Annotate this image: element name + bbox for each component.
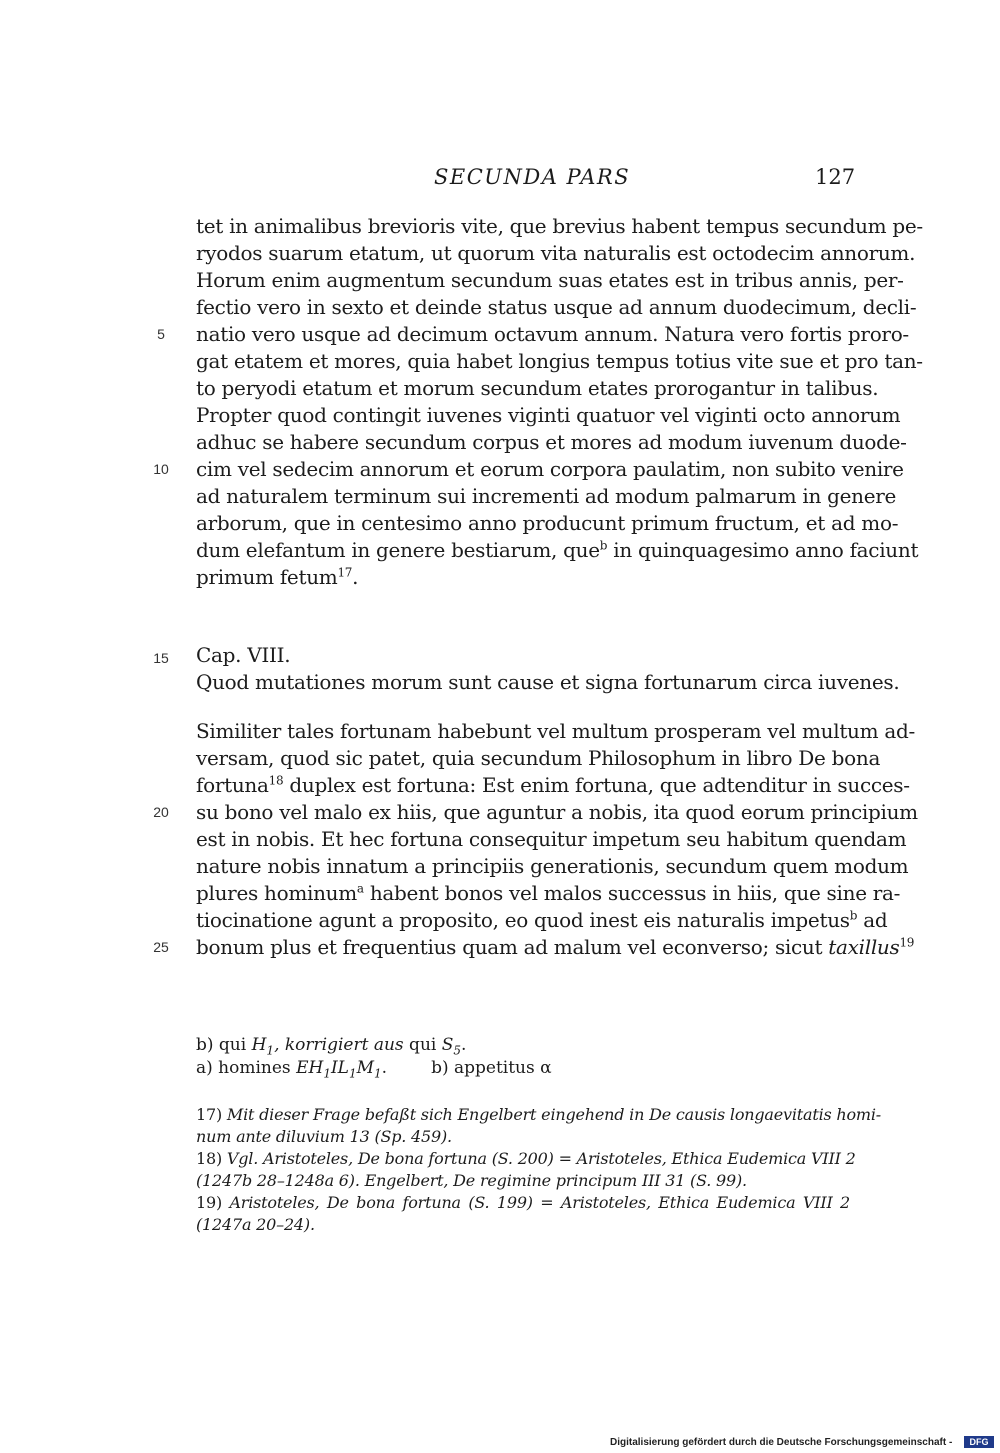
siglum: S [441, 1035, 454, 1055]
text-line [196, 772, 910, 799]
footnote-line [196, 1148, 856, 1170]
footnote-text: Mit dieser Frage befaßt sich Engelbert eingehend in De causis longaevitatis homi- [226, 1105, 882, 1124]
text-line: versam, quod sic patet, quia secundum Philosophum in libro De bona [196, 746, 881, 770]
paragraph-2 [196, 718, 918, 961]
text-line: Propter quod contingit iuvenes viginti quatuor vel viginti octo annorum [196, 403, 901, 427]
footnote-marker: 19 [899, 935, 915, 950]
apparatus-entry [196, 1057, 850, 1080]
apparatus-text: . [461, 1035, 467, 1055]
text-line: fectio vero in sexto et deinde status usque ad annum duodecimum, decli- [196, 295, 917, 319]
apparatus-marker: b [849, 908, 858, 923]
text-line [196, 537, 919, 564]
text-line: tet in animalibus brevioris vite, que brevius habent tempus secundum pe- [196, 214, 923, 238]
line-number: 10 [153, 461, 169, 477]
text-span: ad [857, 908, 888, 932]
text-line: est in nobis. Et hec fortuna consequitur impetum seu habitum quendam [196, 827, 907, 851]
text-span: bonum plus et frequentius quam ad malum vel econverso; sicut [196, 935, 829, 959]
footnotes [196, 1104, 882, 1236]
apparatus-entry [196, 1034, 850, 1057]
text-line: ryodos suarum etatum, ut quorum vita naturalis est octodecim annorum. [196, 241, 916, 265]
footnote-number: 17) [196, 1105, 227, 1124]
chapter-number: Cap. VIII. [196, 643, 291, 667]
footnote-marker: 17 [337, 565, 353, 580]
text-line [196, 880, 901, 907]
siglum: M [356, 1058, 375, 1078]
line-number: 20 [153, 804, 169, 820]
digitization-credit: Digitalisierung gefördert durch die Deutsche Forschungsgemeinschaft - [610, 1437, 953, 1448]
siglum-index: 1 [323, 1066, 331, 1081]
text-span: dum elefantum in genere bestiarum, que [196, 538, 600, 562]
text-line: su bono vel malo ex hiis, que aguntur a nobis, ita quod eorum principium [196, 800, 918, 824]
footnote-number: 18) [196, 1149, 227, 1168]
text-line: Horum enim augmentum secundum suas etates est in tribus annis, per- [196, 268, 904, 292]
page-number: 127 [815, 165, 856, 189]
text-span: habent bonos vel malos successus in hiis, que sine ra- [363, 881, 901, 905]
chapter-title: Quod mutationes morum sunt cause et signa fortunarum circa iuvenes. [196, 670, 900, 694]
critical-apparatus [196, 1034, 850, 1080]
dfg-logo: DFG [964, 1436, 994, 1448]
line-number: 15 [153, 650, 169, 666]
footnote-number: 19) [196, 1193, 230, 1212]
running-header: SECUNDA PARS [434, 165, 631, 189]
paragraph-1 [196, 213, 923, 591]
text-line: to peryodi etatum et morum secundum etates prorogantur in talibus. [196, 376, 879, 400]
text-line: gat etatem et mores, quia habet longius tempus totius vite sue et pro tan- [196, 349, 923, 373]
text-span: primum fetum [196, 565, 338, 589]
apparatus-text: qui [403, 1035, 442, 1055]
text-line: nature nobis innatum a principiis generationis, secundum quem modum [196, 854, 909, 878]
footnote-marker: 18 [268, 773, 284, 788]
italic-word: taxillus [828, 935, 900, 959]
footnote-line: num ante diluvium 13 (Sp. 459). [196, 1127, 452, 1146]
siglum-index: 1 [374, 1066, 382, 1081]
footnote-line: (1247b 28–1248a 6). Engelbert, De regimine principum III 31 (S. 99). [196, 1171, 747, 1190]
apparatus-text: b) qui [196, 1035, 252, 1055]
text-span: in quinquagesimo anno faciunt [607, 538, 919, 562]
text-line: natio vero usque ad decimum octavum annum. Natura vero fortis proro- [196, 322, 909, 346]
text-span: . [352, 565, 359, 589]
footnote-line [196, 1104, 882, 1126]
text-span: plures hominum [196, 881, 357, 905]
chapter-heading [196, 642, 900, 696]
text-line [196, 907, 888, 934]
text-line [196, 564, 850, 591]
line-number: 5 [157, 326, 165, 342]
footnote-line [196, 1192, 850, 1214]
text-line [196, 934, 915, 961]
siglum-index: 1 [348, 1066, 357, 1081]
siglum: H [251, 1035, 267, 1055]
apparatus-marker: a [356, 881, 364, 896]
text-line: cim vel sedecim annorum et eorum corpora paulatim, non subito venire [196, 457, 904, 481]
apparatus-text: b) appetitus α [431, 1058, 552, 1078]
text-line: ad naturalem terminum sui incrementi ad modum palmarum in genere [196, 484, 897, 508]
text-span: tiocinatione agunt a proposito, eo quod inest eis naturalis impetus [196, 908, 850, 932]
footnote-text: Aristoteles, De bona fortuna (S. 199) = Aristoteles, Ethica Eudemica VIII 2 [229, 1193, 850, 1212]
apparatus-marker: b [599, 538, 608, 553]
siglum-index: 5 [453, 1043, 462, 1058]
siglum-index: 1 [266, 1043, 275, 1058]
siglum: IL [330, 1058, 349, 1078]
footnote-line: (1247a 20–24). [196, 1215, 315, 1234]
text-span: fortuna [196, 773, 269, 797]
text-line: adhuc se habere secundum corpus et mores ad modum iuvenum duode- [196, 430, 907, 454]
apparatus-text: a) homines [196, 1058, 297, 1078]
apparatus-note: , korrigiert aus [274, 1035, 404, 1055]
text-span: duplex est fortuna: Est enim fortuna, que adtenditur in succes- [283, 773, 910, 797]
footnote-text: Vgl. Aristoteles, De bona fortuna (S. 200) = Aristoteles, Ethica Eudemica VIII 2 [226, 1149, 856, 1168]
text-line: arborum, que in centesimo anno producunt primum fructum, et ad mo- [196, 511, 899, 535]
text-line: Similiter tales fortunam habebunt vel multum prosperam vel multum ad- [196, 719, 915, 743]
line-number: 25 [153, 939, 169, 955]
apparatus-text: . [381, 1058, 388, 1078]
siglum: EH [296, 1058, 324, 1078]
